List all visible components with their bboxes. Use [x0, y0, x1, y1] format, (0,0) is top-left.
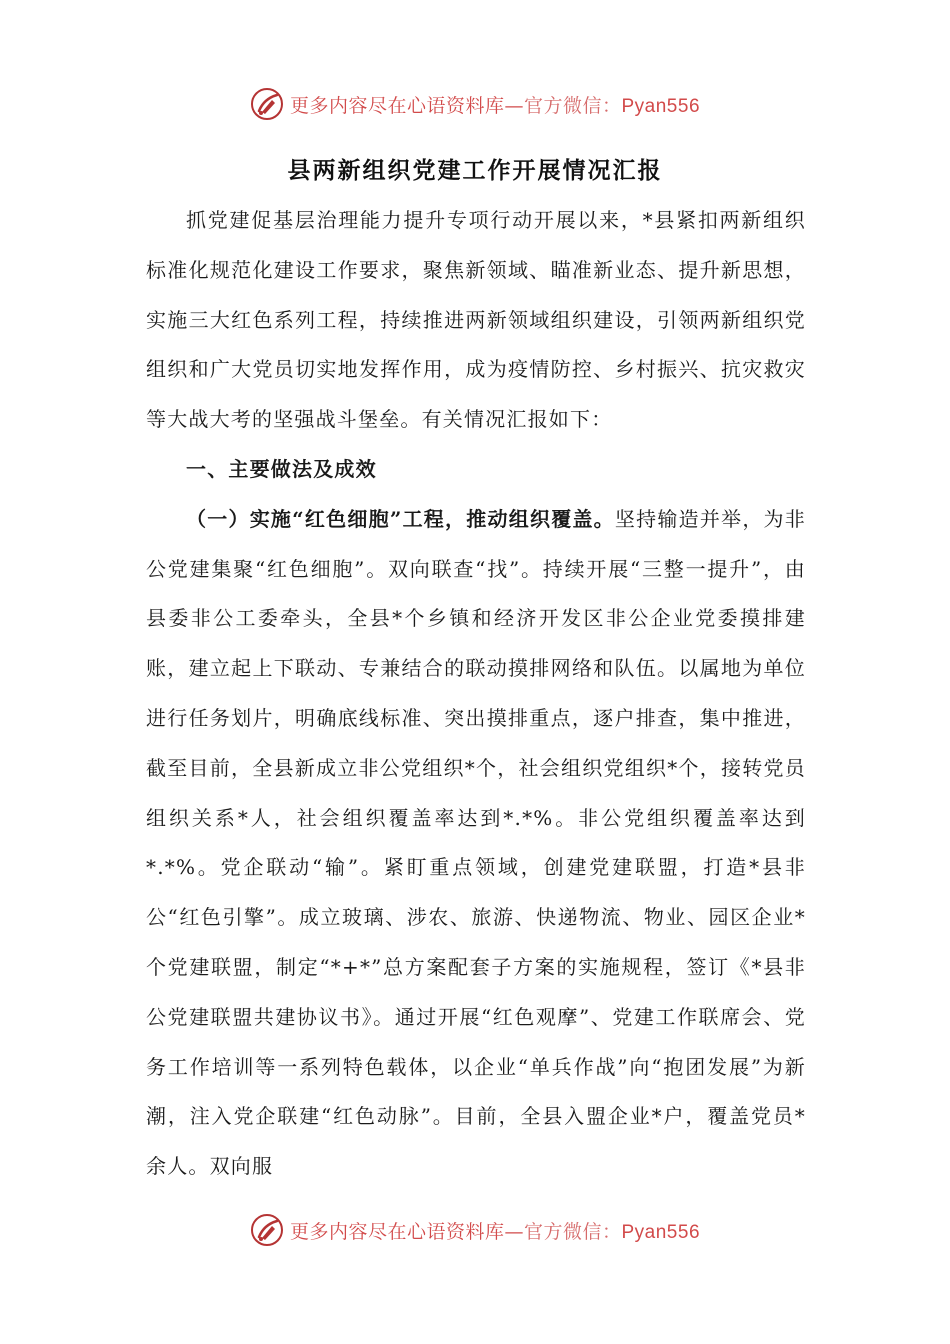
pen-seal-logo-icon [250, 87, 284, 121]
subsection-lead: （一）实施“红色细胞”工程，推动组织覆盖。 [186, 506, 615, 531]
subsection-paragraph [146, 495, 806, 1192]
intro-paragraph: 抓党建促基层治理能力提升专项行动开展以来，*县紧扣两新组织标准化规范化建设工作要求，聚焦新领域、瞄准新业态、提升新思想，实施三大红色系列工程，持续推进两新领域组织建设，引领两新组织党组织和广大党员切实地发挥作用，成为疫情防控、乡村振兴、抗灾救灾等大战大考的坚强战斗堡垒。有关情况汇报如下： [146, 208, 806, 432]
watermark-text: 更多内容尽在心语资料库—官方微信：Pyan556 [289, 1220, 701, 1243]
watermark-banner-bottom [0, 1208, 950, 1252]
section-heading: 一、主要做法及成效 [186, 456, 377, 481]
document-title: 县两新组织党建工作开展情况汇报 [287, 157, 663, 184]
subsection-body: 坚持输造并举，为非公党建集聚“红色细胞”。双向联查“找”。持续开展“三整一提升”，由县委非公工委牵头，全县*个乡镇和经济开发区非公企业党委摸排建账，建立起上下联动、专兼结合的联动摸排网络和队伍。以属地为单位进行任务划片，明确底线标准、突出摸排重点，逐户排查，集中推进，截至目前，全县新成立非公党组织*个，社会组织党组织*个，接转党员组织关系*人，社会组织覆盖率达到*.*%。非公党组织覆盖率达到*.*%。党企联动“输”。紧盯重点领域，创建党建联盟，打造*县非公“红色引擎”。成立玻璃、涉农、旅游、快递物流、物业、园区企业*个党建联盟，制定“*+*”总方案配套子方案的实施规程，签订《*县非公党建联盟共建协议书》。通过开展“红色观摩”、党建工作联席会、党务工作培训等一系列特色载体，以企业“单兵作战”向“抱团发展”为新潮，注入党企联建“红色动脉”。目前，全县入盟企业*户，覆盖党员*余人。双向服 [146, 506, 806, 1179]
document-body [146, 196, 806, 1192]
watermark-banner-top [0, 82, 950, 126]
pen-seal-logo-icon [250, 1213, 284, 1247]
watermark-text: 更多内容尽在心语资料库—官方微信：Pyan556 [289, 94, 701, 117]
